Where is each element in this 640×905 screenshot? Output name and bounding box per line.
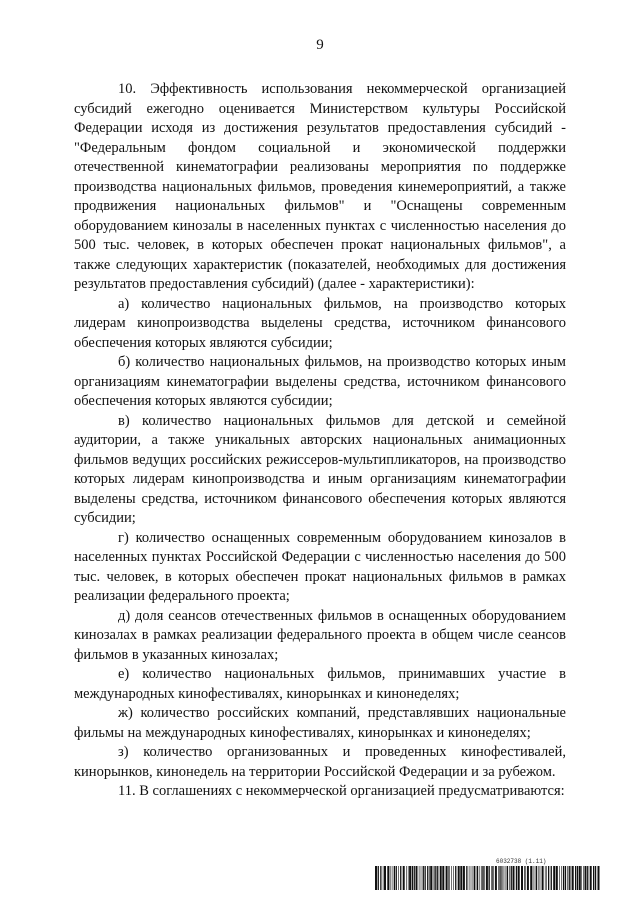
paragraph-11: 11. В соглашениях с некоммерческой организацией предусматриваются: xyxy=(118,783,565,799)
item-a: а) количество национальных фильмов, на производство которых лидерам кинопроизводства выделены средства, источником финансового обеспечения которых являются субсидии; xyxy=(74,295,566,351)
document-code: 6032738 (1.11) xyxy=(496,858,547,865)
page-number: 9 xyxy=(316,37,324,53)
document-body xyxy=(74,80,566,802)
barcode xyxy=(375,866,600,890)
item-z: з) количество организованных и проведенных кинофестивалей, кинорынков, кинонедель на территории Российской Федерации и за рубежом. xyxy=(74,744,566,780)
item-d: д) доля сеансов отечественных фильмов в оснащенных оборудованием кинозалах в рамках реализации федерального проекта в общем числе сеансов фильмов в указанных кинозалах; xyxy=(74,607,566,663)
paragraph-10: 10. Эффективность использования некоммерческой организацией субсидий ежегодно оценивается Министерством культуры Российской Федерации исходя из достижения результатов предоставления субсидий - "Федеральным фондом социальной и экономической поддержки отечественной кинематографии реализованы мероприятия по поддержке производства национальных фильмов, проведения кинемероприятий, а также продвижения национальных фильмов" и "Оснащены современным оборудованием кинозалы в населенных пунктах с численностью населения до 500 тыс. человек, в которых обеспечен прокат национальных фильмов", а также следующих характеристик (показателей, необходимых для достижения результатов предоставления субсидий) (далее - характеристики): xyxy=(74,81,566,292)
item-e: е) количество национальных фильмов, принимавших участие в международных кинофестивалях, кинорынках и кинонеделях; xyxy=(74,666,566,702)
item-zh: ж) количество российских компаний, представлявших национальные фильмы на международных кинофестивалях, кинорынках и кинонеделях; xyxy=(74,705,566,741)
item-g: г) количество оснащенных современным оборудованием кинозалов в населенных пунктах Российской Федерации с численностью населения до 500 тыс. человек, в которых обеспечен прокат национальных фильмов в рамках реализации федерального проекта; xyxy=(74,529,566,604)
item-b: б) количество национальных фильмов, на производство которых иным организациям кинематографии выделены средства, источником финансового обеспечения которых являются субсидии; xyxy=(74,354,566,409)
item-v: в) количество национальных фильмов для детской и семейной аудитории, а также уникальных авторских национальных анимационных фильмов ведущих российских режиссеров-мультипликаторов, на производство которых лидерам кинопроизводства и иным организациям кинематографии выделены средства, источником финансового обеспечения которых являются субсидии; xyxy=(74,412,566,526)
